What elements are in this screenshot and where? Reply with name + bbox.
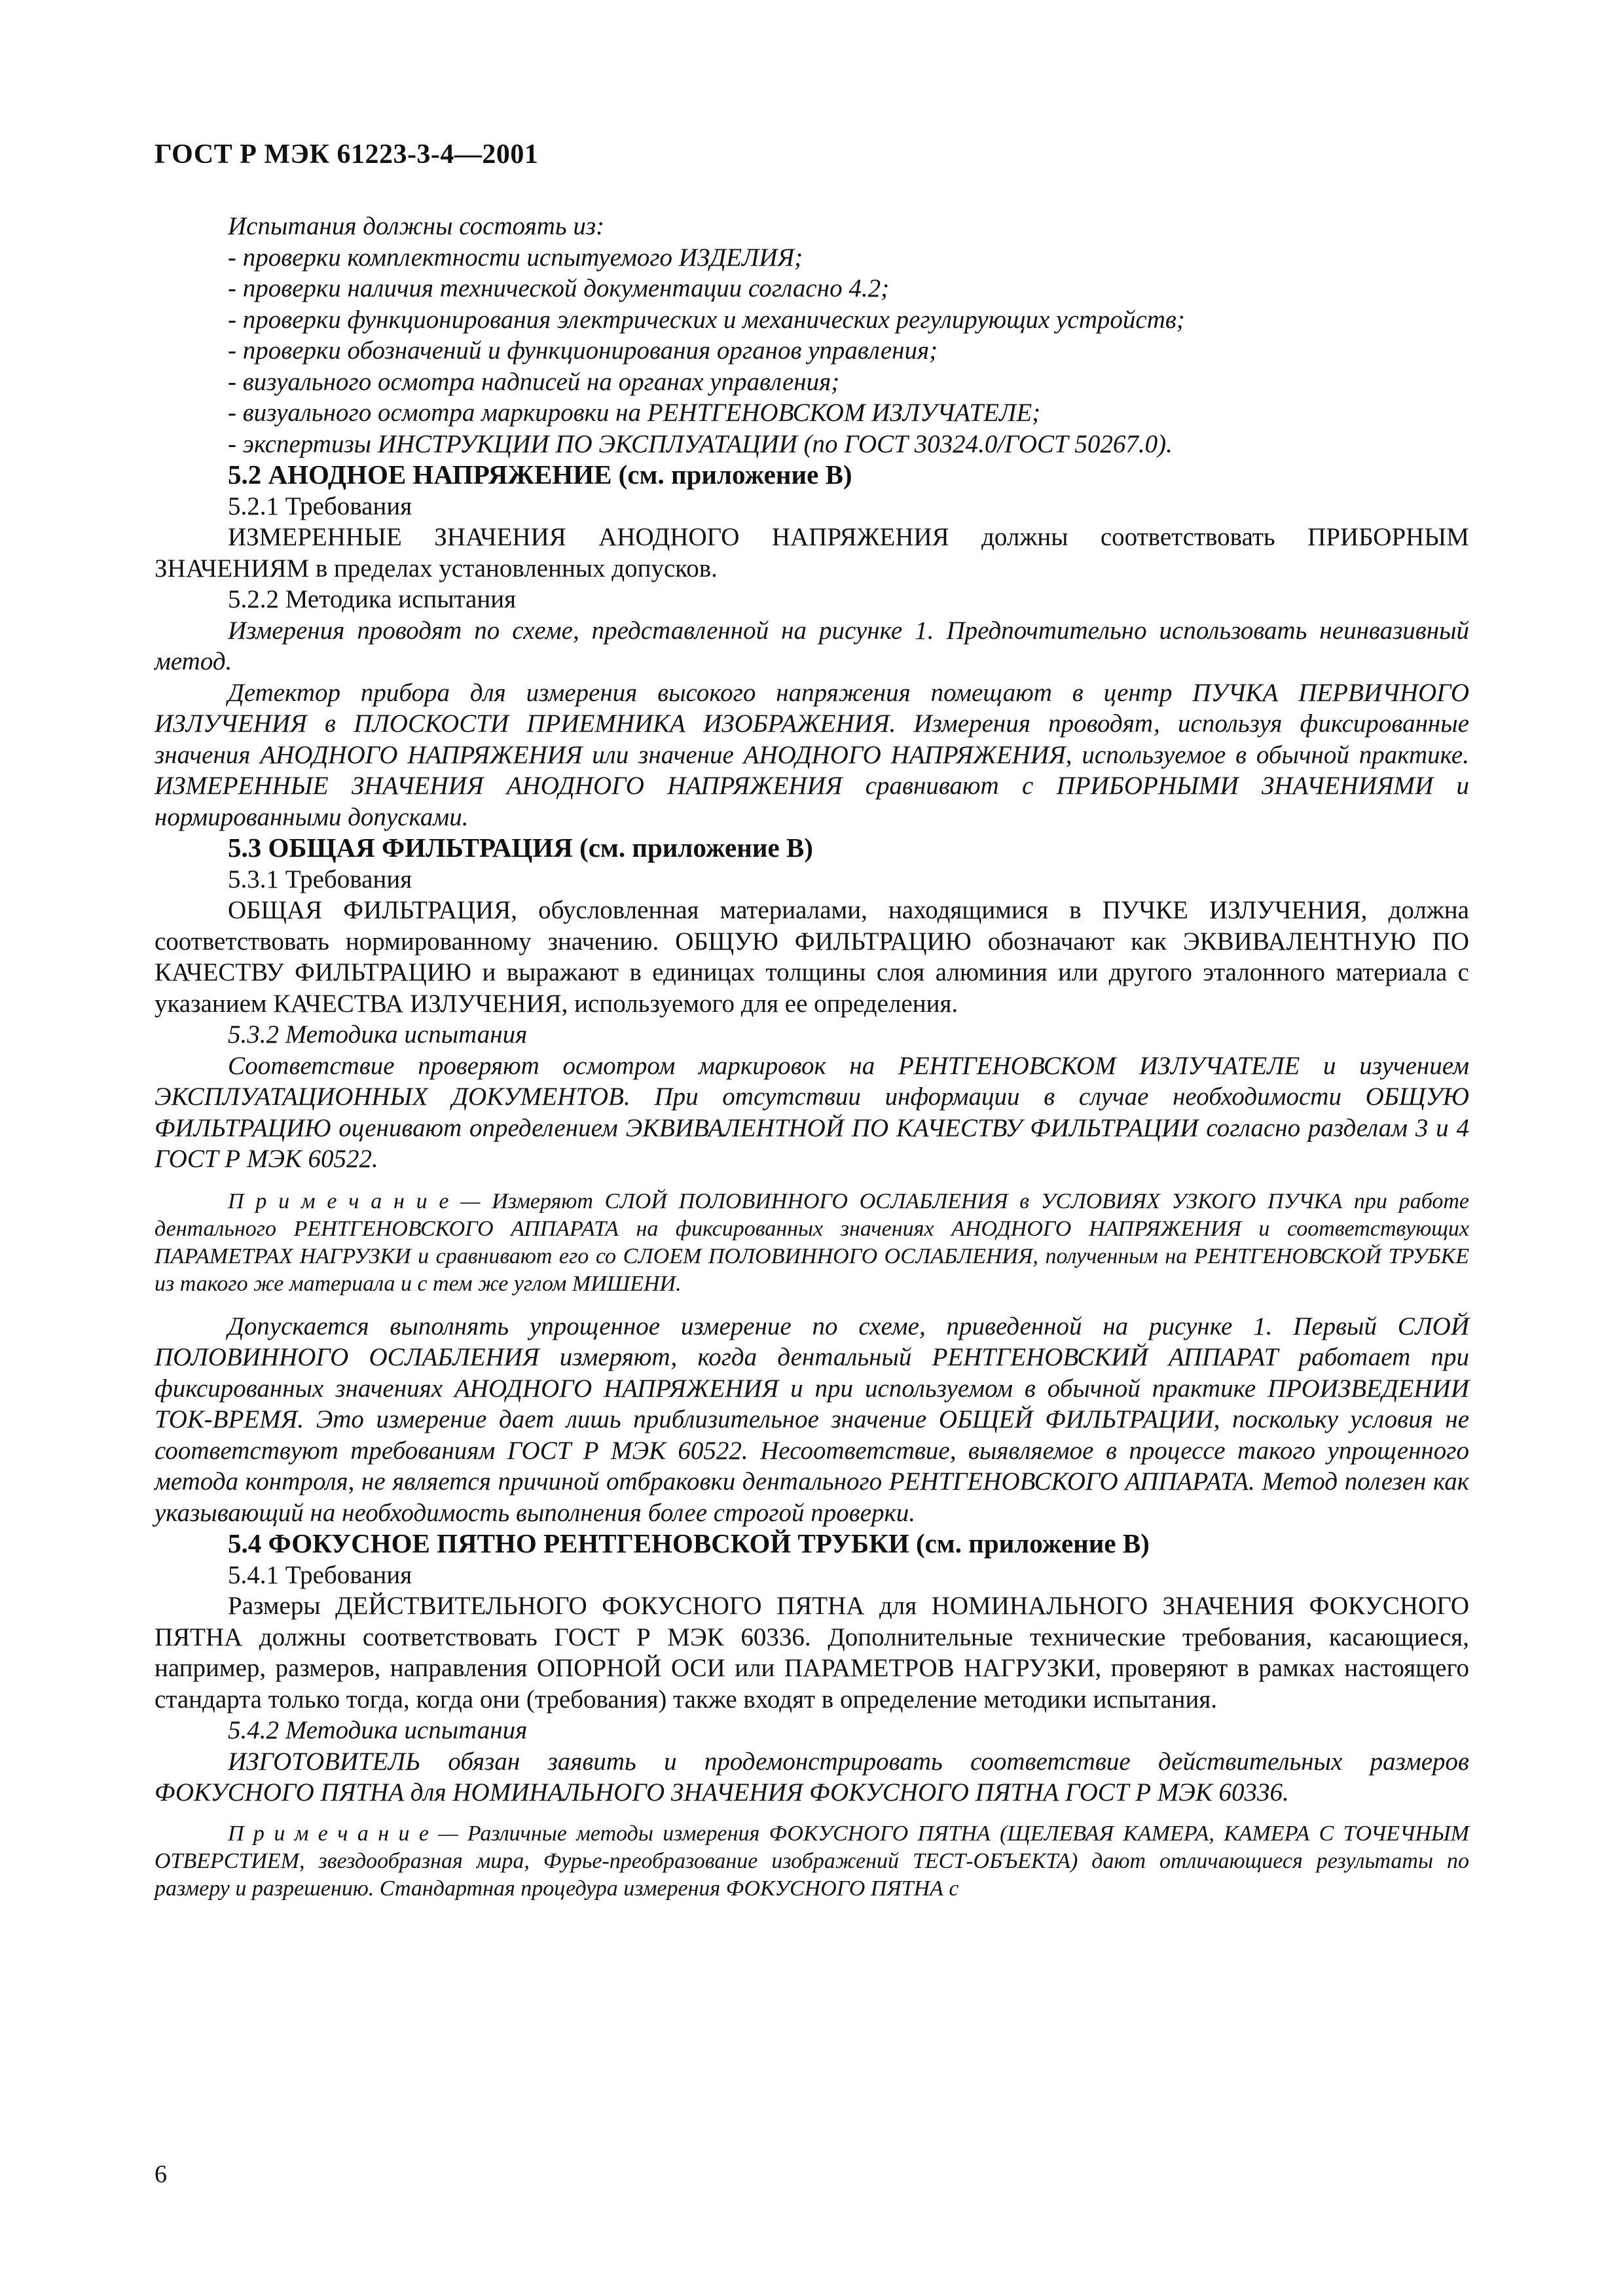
section-heading: 5.3 ОБЩАЯ ФИЛЬТРАЦИЯ (см. приложение В) bbox=[228, 833, 813, 863]
body-paragraph: ИЗГОТОВИТЕЛЬ обязан заявить и продемонстрировать соответствие действительных размеров ФОКУСНОГО ПЯТНА для НОМИНАЛЬНОГО ЗНАЧЕНИЯ ФОКУСНОГО ПЯТНА ГОСТ Р МЭК 60336. bbox=[155, 1747, 1469, 1806]
subsection-title: 5.4.2 Методика испытания bbox=[228, 1716, 528, 1744]
body-paragraph: Детектор прибора для измерения высокого напряжения помещают в центр ПУЧКА ПЕРВИЧНОГО ИЗЛУЧЕНИЯ в ПЛОСКОСТИ ПРИЕМНИКА ИЗОБРАЖЕНИЯ. Измерения проводят, используя фиксированные значения АНОДНОГО НАПРЯЖЕНИЯ или значение АНОДНОГО НАПРЯЖЕНИЯ, используемое в обычной практике. ИЗМЕРЕННЫЕ ЗНАЧЕНИЯ АНОДНОГО НАПРЯЖЕНИЯ сравнивают с ПРИБОРНЫМИ ЗНАЧЕНИЯМИ и нормированными допусками. bbox=[155, 678, 1469, 831]
document-header: ГОСТ Р МЭК 61223-3-4—2001 bbox=[155, 139, 539, 170]
subsection-title: 5.2.1 Требования bbox=[228, 492, 412, 520]
body-paragraph: ИЗМЕРЕННЫЕ ЗНАЧЕНИЯ АНОДНОГО НАПРЯЖЕНИЯ должны соответствовать ПРИБОРНЫМ ЗНАЧЕНИЯМ в пределах установленных допусков. bbox=[155, 523, 1469, 583]
subsection-title: 5.3.1 Требования bbox=[228, 865, 412, 893]
body-paragraph: Допускается выполнять упрощенное измерение по схеме, приведенной на рисунке 1. Первый СЛОЙ ПОЛОВИННОГО ОСЛАБЛЕНИЯ измеряют, когда дентальный РЕНТГЕНОВСКИЙ АППАРАТ работает при фиксированных значениях АНОДНОГО НАПРЯЖЕНИЯ и при используемом в обычной практике ПРОИЗВЕДЕНИИ ТОК-ВРЕМЯ. Это измерение дает лишь приблизительное значение ОБЩЕЙ ФИЛЬТРАЦИИ, поскольку условия не соответствуют требованиям ГОСТ Р МЭК 60522. Несоответствие, выявляемое в процессе такого упрощенного метода контроля, не является причиной отбраковки дентального РЕНТГЕНОВСКОГО АППАРАТА. Метод полезен как указывающий на необходимость выполнения более строгой проверки. bbox=[155, 1312, 1469, 1527]
list-item: - визуального осмотра маркировки на РЕНТГЕНОВСКОМ ИЗЛУЧАТЕЛЕ; bbox=[228, 399, 1041, 427]
list-item: - проверки обозначений и функционирования органов управления; bbox=[228, 336, 938, 365]
body-paragraph: ОБЩАЯ ФИЛЬТРАЦИЯ, обусловленная материалами, находящимися в ПУЧКЕ ИЗЛУЧЕНИЯ, должна соответствовать нормированному значению. ОБЩУЮ ФИЛЬТРАЦИЮ обозначают как ЭКВИВАЛЕНТНУЮ ПО КАЧЕСТВУ ФИЛЬТРАЦИЮ и выражают в единицах толщины слоя алюминия или другого эталонного материала с указанием КАЧЕСТВА ИЗЛУЧЕНИЯ, используемого для ее определения. bbox=[155, 896, 1469, 1018]
body-paragraph: Соответствие проверяют осмотром маркировок на РЕНТГЕНОВСКОМ ИЗЛУЧАТЕЛЕ и изучением ЭКСПЛУАТАЦИОННЫХ ДОКУМЕНТОВ. При отсутствии информации в случае необходимости ОБЩУЮ ФИЛЬТРАЦИЮ оценивают определением ЭКВИВАЛЕНТНОЙ ПО КАЧЕСТВУ ФИЛЬТРАЦИИ согласно разделам 3 и 4 ГОСТ Р МЭК 60522. bbox=[155, 1051, 1469, 1173]
list-item: - проверки наличия технической документации согласно 4.2; bbox=[228, 274, 890, 302]
body-paragraph: Размеры ДЕЙСТВИТЕЛЬНОГО ФОКУСНОГО ПЯТНА для НОМИНАЛЬНОГО ЗНАЧЕНИЯ ФОКУСНОГО ПЯТНА должны соответствовать ГОСТ Р МЭК 60336. Дополнительные технические требования, касающиеся, например, размеров, направления ОПОРНОЙ ОСИ или ПАРАМЕТРОВ НАГРУЗКИ, проверяют в рамках настоящего стандарта только тогда, когда они (требования) также входят в определение методики испытания. bbox=[155, 1592, 1469, 1713]
page-number: 6 bbox=[155, 2161, 167, 2188]
intro-text: Испытания должны состоять из: bbox=[228, 212, 605, 240]
section-heading: 5.4 ФОКУСНОЕ ПЯТНО РЕНТГЕНОВСКОЙ ТРУБКИ (см. приложение В) bbox=[228, 1528, 1150, 1558]
list-item: - экспертизы ИНСТРУКЦИИ ПО ЭКСПЛУАТАЦИИ (по ГОСТ 30324.0/ГОСТ 50267.0). bbox=[228, 429, 1173, 458]
note-paragraph: П р и м е ч а н и е — Измеряют СЛОЙ ПОЛОВИННОГО ОСЛАБЛЕНИЯ в УСЛОВИЯХ УЗКОГО ПУЧКА при работе дентального РЕНТГЕНОВСКОГО АППАРАТА на фиксированных значениях АНОДНОГО НАПРЯЖЕНИЯ и соответствующих ПАРАМЕТРАХ НАГРУЗКИ и сравнивают его со СЛОЕМ ПОЛОВИННОГО ОСЛАБЛЕНИЯ, полученным на РЕНТГЕНОВСКОЙ ТРУБКЕ из такого же материала и с тем же углом МИШЕНИ. bbox=[155, 1189, 1469, 1296]
body-paragraph: Измерения проводят по схеме, представленной на рисунке 1. Предпочтительно использовать неинвазивный метод. bbox=[155, 616, 1469, 675]
subsection-title: 5.2.2 Методика испытания bbox=[228, 585, 517, 613]
subsection-title: 5.3.2 Методика испытания bbox=[228, 1020, 528, 1049]
note-paragraph: П р и м е ч а н и е — Различные методы измерения ФОКУСНОГО ПЯТНА (ЩЕЛЕВАЯ КАМЕРА, КАМЕРА С ТОЧЕЧНЫМ ОТВЕРСТИЕМ, звездообразная мира, Фурье-преобразование изображений ТЕСТ-ОБЪЕКТА) дают отличающиеся результаты по размеру и разрешению. Стандартная процедура измерения ФОКУСНОГО ПЯТНА с bbox=[155, 1821, 1469, 1901]
document-body bbox=[155, 211, 1469, 1903]
section-heading: 5.2 АНОДНОЕ НАПРЯЖЕНИЕ (см. приложение В) bbox=[228, 459, 852, 490]
subsection-title: 5.4.1 Требования bbox=[228, 1560, 412, 1589]
list-item: - проверки комплектности испытуемого ИЗДЕЛИЯ; bbox=[228, 243, 803, 272]
list-item: - визуального осмотра надписей на органах управления; bbox=[228, 367, 840, 396]
list-item: - проверки функционирования электрических и механических регулирующих устройств; bbox=[228, 305, 1185, 334]
